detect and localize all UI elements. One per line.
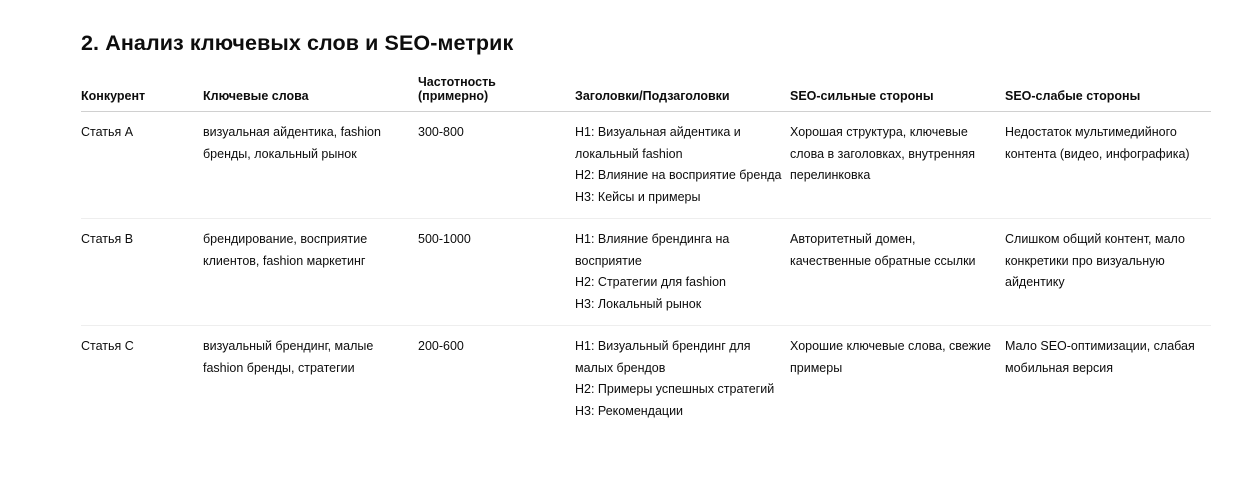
cell-frequency: 500-1000 xyxy=(418,219,575,326)
heading-h1: H1: Влияние брендинга на восприятие xyxy=(575,232,730,268)
heading-h1: H1: Визуальная айдентика и локальный fashion xyxy=(575,125,741,161)
cell-keywords: брендирование, восприятие клиентов, fashion маркетинг xyxy=(203,219,418,326)
cell-competitor: Статья C xyxy=(81,339,134,353)
header-headings: Заголовки/Подзаголовки xyxy=(575,75,790,112)
cell-strengths: Авторитетный домен, качественные обратные ссылки xyxy=(790,219,1005,326)
cell-frequency: 300-800 xyxy=(418,112,575,219)
heading-h2: H2: Стратегии для fashion xyxy=(575,275,726,289)
table-row xyxy=(81,112,1211,219)
heading-h3: H3: Локальный рынок xyxy=(575,296,702,311)
cell-strengths: Хорошие ключевые слова, свежие примеры xyxy=(790,339,991,375)
cell-competitor: Статья B xyxy=(81,219,203,326)
cell-weaknesses: Недостаток мультимедийного контента (видео, инфографика) xyxy=(1005,112,1211,219)
cell-headings xyxy=(575,219,790,326)
cell-keywords: визуальный брендинг, малые fashion бренды, стратегии xyxy=(203,339,374,375)
table-row xyxy=(81,326,1211,433)
cell-strengths: Хорошая структура, ключевые слова в заголовках, внутренняя перелинковка xyxy=(790,112,1005,219)
heading-h2: H2: Примеры успешных стратегий xyxy=(575,382,775,396)
header-row xyxy=(81,75,1211,112)
cell-headings xyxy=(575,112,790,219)
cell-keywords: визуальная айдентика, fashion бренды, локальный рынок xyxy=(203,112,418,219)
section-heading: 2. Анализ ключевых слов и SEO-метрик xyxy=(81,31,514,55)
header-keywords: Ключевые слова xyxy=(203,75,418,112)
cell-headings xyxy=(575,326,790,433)
seo-analysis-table xyxy=(81,75,1211,432)
table-row xyxy=(81,219,1211,326)
heading-h1: H1: Визуальный брендинг для малых брендов xyxy=(575,339,751,375)
header-frequency: Частотность (примерно) xyxy=(418,75,575,112)
table-body xyxy=(81,112,1211,433)
header-competitor: Конкурент xyxy=(81,75,203,112)
header-strengths: SEO-сильные стороны xyxy=(790,75,1005,112)
cell-frequency: 200-600 xyxy=(418,339,464,353)
header-weaknesses: SEO-слабые стороны xyxy=(1005,75,1211,112)
cell-weaknesses: Слишком общий контент, мало конкретики про визуальную айдентику xyxy=(1005,219,1211,326)
heading-h3: H3: Рекомендации xyxy=(575,403,684,418)
cell-weaknesses: Мало SEO-оптимизации, слабая мобильная версия xyxy=(1005,339,1195,375)
cell-competitor: Статья A xyxy=(81,112,203,219)
table-header xyxy=(81,75,1211,112)
heading-h3: H3: Кейсы и примеры xyxy=(575,189,701,204)
heading-h2: H2: Влияние на восприятие бренда xyxy=(575,168,782,182)
